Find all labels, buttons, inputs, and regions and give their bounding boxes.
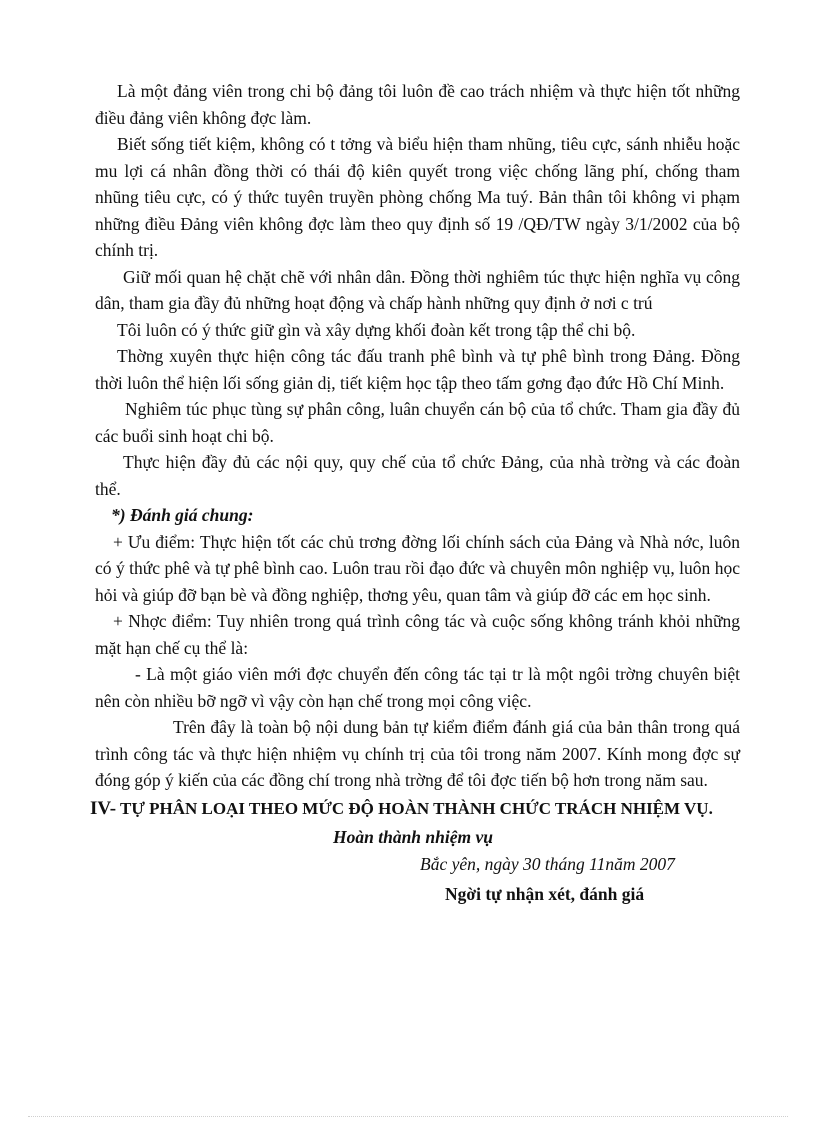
paragraph-criticism: Thờng xuyên thực hiện công tác đấu tranh phê bình và tự phê bình trong Đảng. Đồng thời luôn thể hiện lối sống giản dị, tiết kiệm học tập theo tấm gơng đạo đức Hồ Chí Minh. xyxy=(95,346,740,393)
evaluation-weaknesses: + Nhợc điểm: Tuy nhiên trong quá trình công tác và cuộc sống không tránh khỏi những mặt hạn chế cụ thể là: xyxy=(95,611,740,658)
evaluation-weakness-detail: - Là một giáo viên mới đợc chuyển đến công tác tại tr là một ngôi trờng chuyên biệt nên còn nhiều bỡ ngỡ vì vậy còn hạn chế trong mọi công việc. xyxy=(95,664,740,711)
section-4-numeral: IV- xyxy=(90,797,117,819)
paragraph-party-responsibility: Là một đảng viên trong chi bộ đảng tôi luôn đề cao trách nhiệm và thực hiện tốt những điều đảng viên không đợc làm. xyxy=(95,81,740,128)
paragraph-unity: Tôi luôn có ý thức giữ gìn và xây dựng khối đoàn kết trong tập thể chi bộ. xyxy=(117,319,636,340)
evaluation-heading-text: ) Đánh giá chung: xyxy=(119,505,254,525)
paragraph-anti-corruption: Biết sống tiết kiệm, không có t tởng và biểu hiện tham nhũng, tiêu cực, sánh nhiễu hoặc mu lợi cá nhân đồng thời có thái độ kiên quyết trong việc chống lãng phí, chống tham nhũng tiêu cực, có ý thức tuyên truyền phòng chống Ma tuý. Bản thân tôi không vi phạm những điều Đảng viên không đợc làm theo quy định số 19 /QĐ/TW ngày 3/1/2002 của bộ chính trị. xyxy=(95,134,740,260)
section-4-title: TỰ PHÂN LOẠI THEO MỨC ĐỘ HOÀN THÀNH CHỨC TRÁCH NHIỆM VỤ. xyxy=(116,798,713,818)
evaluation-strengths: + Ưu điểm: Thực hiện tốt các chủ trơng đờng lối chính sách của Đảng và Nhà nớc, luôn có ý thức phê và tự phê bình cao. Luôn trau rồi đạo đức và chuyên môn nghiệp vụ, luôn học hỏi và giúp đỡ bạn bè và đồng nghiệp, thơng yêu, quan tâm và giúp đỡ các em học sinh. xyxy=(95,531,740,605)
signer-label: Ngời tự nhận xét, đánh giá xyxy=(445,883,645,904)
classification-result: Hoàn thành nhiệm vụ xyxy=(333,826,493,847)
paragraph-discipline: Nghiêm túc phục tùng sự phân công, luân chuyển cán bộ của tổ chức. Tham gia đầy đủ các buổi sinh hoạt chi bộ. xyxy=(95,399,740,446)
evaluation-heading xyxy=(95,502,740,529)
date-line: Bắc yên, ngày 30 tháng 11năm 2007 xyxy=(420,853,675,874)
evaluation-conclusion: Trên đây là toàn bộ nội dung bản tự kiểm điểm đánh giá của bản thân trong quá trình công tác và thực hiện nhiệm vụ chính trị của tôi trong năm 2007. Kính mong đợc sự đóng góp ý kiến của các đồng chí trong nhà trờng để tôi đợc tiến bộ hơn trong năm sau. xyxy=(95,717,740,790)
footer-divider xyxy=(28,1116,788,1117)
document-body xyxy=(90,78,740,910)
paragraph-citizen-duty: Giữ mối quan hệ chặt chẽ với nhân dân. Đồng thời nghiêm túc thực hiện nghĩa vụ công dân, tham gia đầy đủ những hoạt động và chấp hành những quy định ở nơi c trú xyxy=(95,266,740,313)
evaluation-heading-prefix: * xyxy=(111,505,120,525)
section-4-heading xyxy=(90,794,740,824)
paragraph-regulations: Thực hiện đầy đủ các nội quy, quy chế của tổ chức Đảng, của nhà trờng và các đoàn thể. xyxy=(95,452,740,499)
